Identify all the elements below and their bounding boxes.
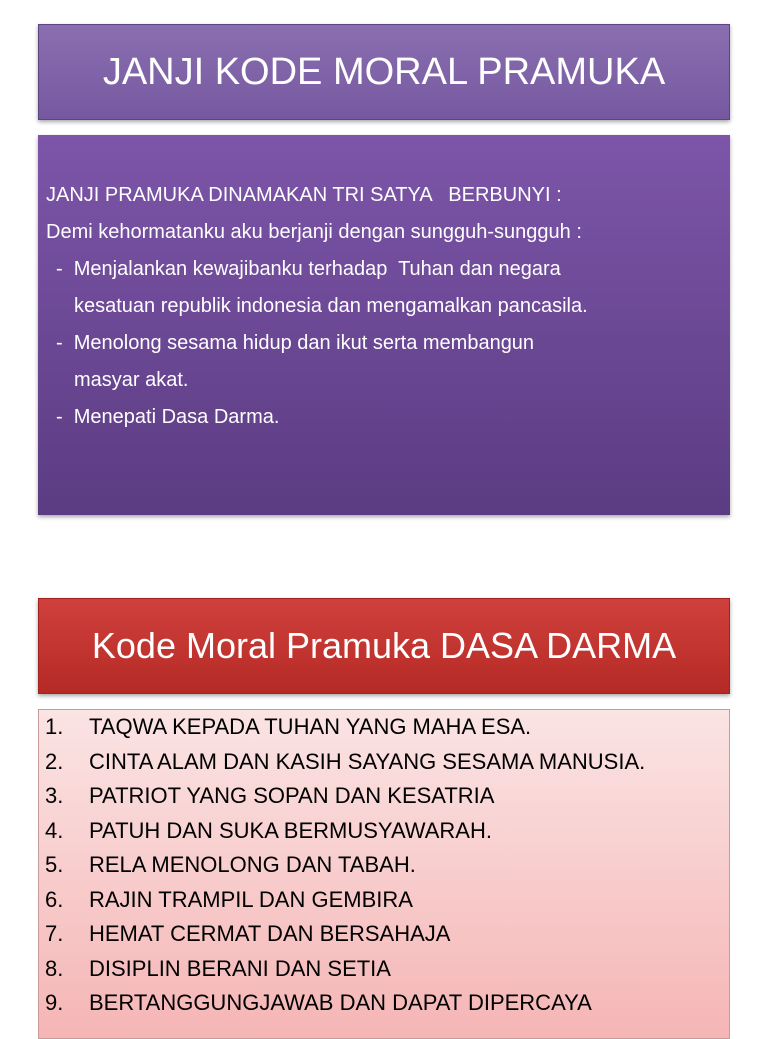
dasa-darma-list <box>38 709 730 1039</box>
tri-satya-bullet-3: - Menepati Dasa Darma. <box>56 406 280 428</box>
list-item-number: 6. <box>45 886 64 912</box>
list-item-text: CINTA ALAM DAN KASIH SAYANG SESAMA MANUSIA. <box>89 748 646 774</box>
tri-satya-bullet-2: - Menolong sesama hidup dan ikut serta membangun <box>56 332 535 354</box>
list-item <box>45 779 729 814</box>
list-item-text: PATRIOT YANG SOPAN DAN KESATRIA <box>89 783 495 808</box>
tri-satya-bullet-2-cont: masyar akat. <box>74 369 189 391</box>
list-item-number: 5. <box>45 852 64 877</box>
list-item-text: BERTANGGUNGJAWAB DAN DAPAT DIPERCAYA <box>89 990 592 1015</box>
title-janji-text: JANJI KODE MORAL PRAMUKA <box>102 50 666 93</box>
list-item-number: 4. <box>45 817 64 843</box>
list-item <box>45 848 729 883</box>
list-item-number: 3. <box>45 783 64 808</box>
list-item-text: DISIPLIN BERANI DAN SETIA <box>89 955 391 981</box>
tri-satya-line-heading: JANJI PRAMUKA DINAMAKAN TRI SATYA BERBUNYI : <box>46 184 562 206</box>
title-dasa-darma-text: Kode Moral Pramuka DASA DARMA <box>91 625 677 666</box>
list-item-text: PATUH DAN SUKA BERMUSYAWARAH. <box>89 817 492 843</box>
list-item <box>45 986 729 1021</box>
tri-satya-bullet-1: - Menjalankan kewajibanku terhadap Tuhan dan negara <box>56 258 561 280</box>
list-item <box>45 883 729 918</box>
list-item-text: RAJIN TRAMPIL DAN GEMBIRA <box>89 886 413 912</box>
list-item <box>45 710 729 745</box>
list-item-number: 1. <box>45 714 64 739</box>
list-item <box>45 814 729 849</box>
list-item <box>45 952 729 987</box>
list-item-number: 2. <box>45 748 64 774</box>
title-janji-kode-moral <box>38 24 730 120</box>
tri-satya-box <box>38 135 730 515</box>
list-item-number: 8. <box>45 955 64 981</box>
list-item-number: 9. <box>45 990 64 1015</box>
title-dasa-darma <box>38 598 730 694</box>
tri-satya-bullet-1-cont: kesatuan republik indonesia dan mengamalkan pancasila. <box>74 295 588 317</box>
list-item-text: HEMAT CERMAT DAN BERSAHAJA <box>89 921 451 946</box>
tri-satya-line-oath: Demi kehormatanku aku berjanji dengan sungguh-sungguh : <box>46 221 582 243</box>
list-item-text: RELA MENOLONG DAN TABAH. <box>89 852 416 877</box>
list-item <box>45 745 729 780</box>
list-item-text: TAQWA KEPADA TUHAN YANG MAHA ESA. <box>89 714 532 739</box>
list-item <box>45 917 729 952</box>
list-item-number: 7. <box>45 921 64 946</box>
